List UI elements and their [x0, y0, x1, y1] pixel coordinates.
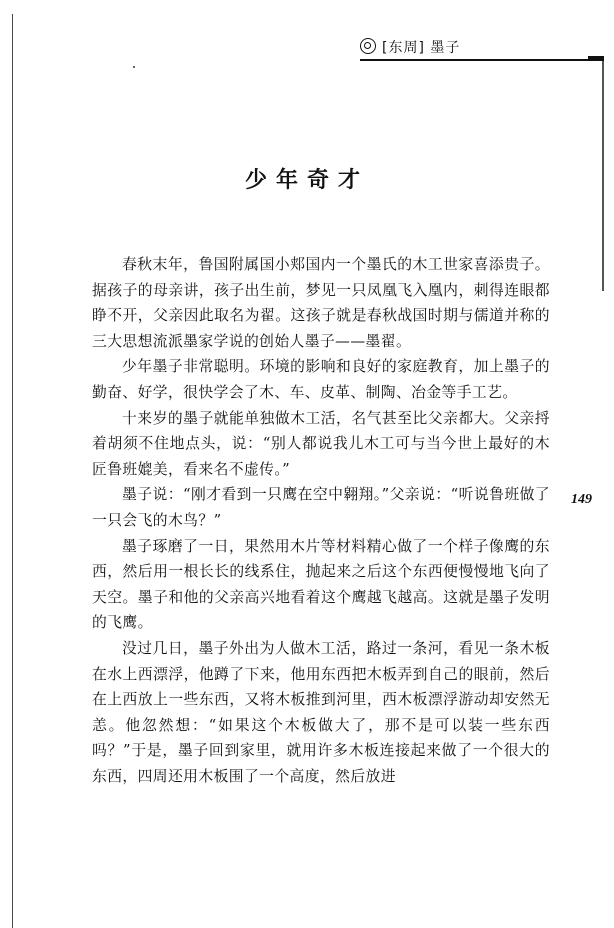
running-header [360, 36, 588, 60]
header-rule [360, 59, 588, 61]
body-text [92, 252, 550, 789]
paragraph: 春秋末年，鲁国附属国小郏国内一个墨氏的木工世家喜添贵子。据孩子的母亲讲，孩子出生前，梦见一只凤凰飞入凰内，刺得连眼都睁不开，父亲因此取名为翟。这孩子就是春秋战国时期与儒道并称的三大思想流派墨家学说的创始人墨子——墨翟。 [92, 256, 550, 350]
page-left-edge [12, 14, 13, 928]
paragraph: 墨子说：“刚才看到一只鹰在空中翱翔。”父亲说：“听说鲁班做了一只会飞的木鸟？” [92, 486, 550, 529]
page-number: 149 [571, 492, 592, 507]
scan-speck [133, 66, 135, 68]
paragraph: 没过几日，墨子外出为人做木工活，路过一条河，看见一条木板在水上西漂浮，他蹲了下来，他用东西把木板弄到自己的眼前，然后在上西放上一些东西，又将木板推到河里，西木板漂浮游动却安然无恙。他忽然想：“如果这个木板做大了，那不是可以装一些东西吗？”于是，墨子回到家里，就用许多木板连接起来做了一个很大的东西，四周还用木板围了一个高度，然后放进 [92, 639, 550, 785]
paragraph: 墨子琢磨了一日，果然用木片等材料精心做了一个样子像鹰的东西，然后用一根长长的线系住，抛起来之后这个东西便慢慢地飞向了天空。墨子和他的父亲高兴地看着这个鹰越飞越高。这就是墨子发明的飞鹰。 [92, 537, 550, 632]
chapter-title: 少年奇才 [244, 168, 369, 193]
double-circle-icon [360, 38, 376, 54]
running-header-text: [东周] 墨子 [382, 40, 461, 56]
paragraph: 十来岁的墨子就能单独做木工活，名气甚至比父亲都大。父亲捋着胡须不住地点头，说：“别人都说我儿木工可与当今世上最好的木匠鲁班媲美，看来名不虚传。” [92, 409, 550, 478]
paragraph: 少年墨子非常聪明。环境的影响和良好的家庭教育，加上墨子的勤奋、好学，很快学会了木、车、皮革、制陶、冶金等手工艺。 [92, 358, 550, 401]
